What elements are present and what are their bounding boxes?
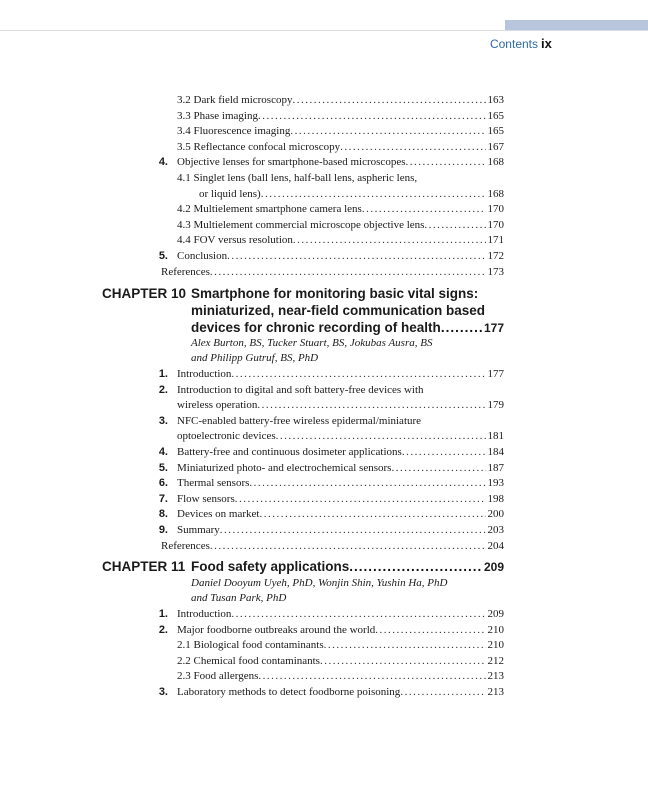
toc-entry-page: 210 [487,623,504,636]
toc-entry[interactable] [199,187,504,202]
toc-entry[interactable] [177,155,504,170]
toc-entry-page: 167 [487,140,504,153]
dot-leader [261,187,486,202]
chapter-10-authors-line-1: Alex Burton, BS, Tucker Stuart, BS, Jokubas Ausra, BS [191,337,433,349]
toc-entry-text: or liquid lens) [199,187,261,200]
page-number: ix [541,36,552,51]
toc-entry-number: 3. [158,686,168,698]
toc-entry[interactable] [177,218,504,233]
toc-entry-text: 4.1 Singlet lens (ball lens, half-ball lens, aspheric lens, [177,172,418,184]
dot-leader [293,233,486,248]
dot-leader [259,507,485,522]
toc-entry-page: 177 [487,368,504,380]
chapter-10-label: CHAPTER 10 [102,286,187,301]
toc-references[interactable] [161,265,504,280]
running-header-title: Contents [489,37,538,51]
toc-entry-text: 4.3 Multielement commercial microscope objective lens [177,218,425,231]
toc-entry[interactable] [177,93,504,108]
toc-entry-text: 3.4 Fluorescence imaging [177,125,291,138]
toc-entry-text: 4.4 FOV versus resolution [177,234,293,247]
toc-entry-page: 165 [487,109,504,122]
toc-entry-text: Objective lenses for smartphone-based microscopes [177,156,406,169]
dot-leader [402,445,486,460]
toc-entry-text: References [161,539,210,552]
toc-entry-page: 168 [487,187,504,200]
toc-references[interactable] [161,539,504,554]
toc-entry-page: 172 [487,250,504,262]
dot-leader [227,249,485,264]
dot-leader [424,218,485,233]
toc-entry-text: 3.3 Phase imaging [177,109,258,122]
toc-entry-number: 4. [158,446,168,458]
chapter-10-authors-line-2: and Philipp Gutruf, BS, PhD [191,352,319,364]
toc-entry-number: 2. [158,623,168,636]
toc-entry[interactable] [177,383,504,398]
toc-entry-page: 213 [487,686,504,698]
toc-entry-page: 200 [487,508,504,521]
toc-entry-page: 193 [487,477,504,490]
dot-leader [231,607,485,622]
toc-entry[interactable] [177,171,504,186]
toc-entry[interactable] [177,367,504,382]
toc-entry-text: Introduction [177,368,232,380]
toc-entry-text: Miniaturized photo- and electrochemical sensors [177,461,392,474]
chapter-11-authors-line-1: Daniel Dooyum Uyeh, PhD, Wonjin Shin, Yushin Ha, PhD [191,577,448,589]
toc-entry[interactable] [177,461,504,476]
toc-entry-page: 213 [487,670,504,683]
toc-entry-page: 173 [487,265,504,278]
dot-leader [290,124,485,139]
toc-entry[interactable] [177,669,504,684]
toc-entry[interactable] [177,398,504,413]
toc-entry-text: Laboratory methods to detect foodborne poisoning [177,686,401,698]
toc-entry-text: 3.5 Reflectance confocal microscopy [177,140,341,153]
toc-entry[interactable] [177,429,504,444]
toc-entry-page: 163 [487,94,504,106]
header-accent-bar [505,20,648,30]
toc-entry-page: 187 [487,461,504,474]
chapter-10-page: 177 [483,321,504,335]
toc-entry[interactable] [177,202,504,217]
toc-entry-text: optoelectronic devices [177,430,276,443]
header-rule [0,30,648,31]
toc-entry-number: 5. [158,250,168,262]
dot-leader [257,398,485,413]
toc-entry-text: Flow sensors [177,492,235,505]
toc-entry-number: 1. [158,608,168,620]
toc-entry[interactable] [177,249,504,264]
chapter-11-authors-line-2: and Tusan Park, PhD [191,592,287,604]
toc-entry-text: Introduction [177,608,232,620]
toc-entry-number: 9. [158,524,168,536]
dot-leader [210,265,486,280]
toc-entry-number: 5. [158,461,168,474]
dot-leader [258,669,485,684]
dot-leader [400,685,485,700]
toc-entry[interactable] [177,445,504,460]
toc-entry[interactable] [177,476,504,491]
toc-entry-number: 7. [158,492,168,505]
toc-entry[interactable] [177,233,504,248]
toc-entry-number: 8. [158,508,168,521]
dot-leader [362,202,486,217]
toc-entry-text: Battery-free and continuous dosimeter applications [177,446,402,458]
chapter-11-title: Food safety applications ..... 209 [191,558,504,575]
toc-entry-number: 3. [158,414,168,427]
toc-entry-text: 4.2 Multielement smartphone camera lens [177,203,362,216]
toc-entry-page: 170 [487,218,504,231]
toc-entry-text: Thermal sensors [177,477,250,490]
chapter-11-page: 209 [483,560,504,574]
toc-entry[interactable] [177,140,504,155]
dot-leader [375,623,485,638]
dot-leader [324,638,486,653]
toc-entry[interactable] [177,414,504,429]
toc-entry[interactable] [177,638,504,653]
toc-entry[interactable] [177,492,504,507]
toc-entry[interactable] [177,654,504,669]
toc-entry-page: 210 [487,639,504,652]
dot-leader [235,492,486,507]
toc-entry[interactable] [177,109,504,124]
dot-leader [231,367,485,382]
dot-leader [340,140,485,155]
dot-leader [220,523,486,538]
toc-entry-text: 2.1 Biological food contaminants [177,639,324,652]
toc-entry[interactable] [177,124,504,139]
toc-entry[interactable] [177,607,504,622]
dot-leader [292,93,485,108]
chapter-10-title-line-1: Smartphone for monitoring basic vital signs: [191,286,479,301]
toc-entry[interactable] [177,507,504,522]
toc-entry[interactable] [177,685,504,700]
toc-entry-page: 165 [487,125,504,138]
toc-entry-text: Devices on market [177,508,260,521]
dot-leader [258,109,486,124]
dot-leader [391,461,485,476]
toc-entry-page: 181 [487,430,504,443]
dot-leader [276,429,486,444]
toc-entry-text: Conclusion [177,250,228,262]
chapter-11-label: CHAPTER 11 [102,559,186,574]
dot-leader [320,654,486,669]
toc-entry-text: 3.2 Dark field microscopy [177,94,293,106]
dot-leader [405,155,485,170]
toc-entry[interactable] [177,523,504,538]
toc-entry-page: 209 [487,608,504,620]
toc-entry[interactable] [177,623,504,638]
toc-entry-page: 170 [487,203,504,216]
toc-entry-page: 171 [487,234,504,247]
chapter-10-title-line-2: miniaturized, near-field communication based [191,303,486,318]
toc-entry-page: 204 [487,539,504,552]
dot-leader [249,476,485,491]
toc-entry-number: 4. [158,156,168,169]
toc-entry-number: 6. [158,477,168,490]
toc-entry-text: Introduction to digital and soft battery-free devices with [177,383,424,396]
toc-entry-number: 2. [158,383,168,396]
dot-leader [210,539,486,554]
toc-entry-text: wireless operation [177,399,258,412]
toc-entry-text: References [161,265,210,278]
toc-entry-page: 179 [487,399,504,412]
toc-entry-text: NFC-enabled battery-free wireless epidermal/miniature [177,414,422,427]
toc-entry-page: 203 [487,524,504,536]
toc-entry-text: 2.3 Food allergens [177,670,259,683]
toc-entry-page: 168 [487,156,504,169]
toc-entry-number: 1. [158,368,168,380]
toc-entry-page: 184 [487,446,504,458]
toc-entry-text: Major foodborne outbreaks around the world [177,623,376,636]
toc-entry-page: 212 [487,654,504,667]
chapter-10-title-line-3: devices for chronic recording of health ..... 177 [191,319,504,336]
toc-entry-text: 2.2 Chemical food contaminants [177,654,320,667]
toc-entry-page: 198 [487,492,504,505]
toc-entry-text: Summary [177,524,220,536]
